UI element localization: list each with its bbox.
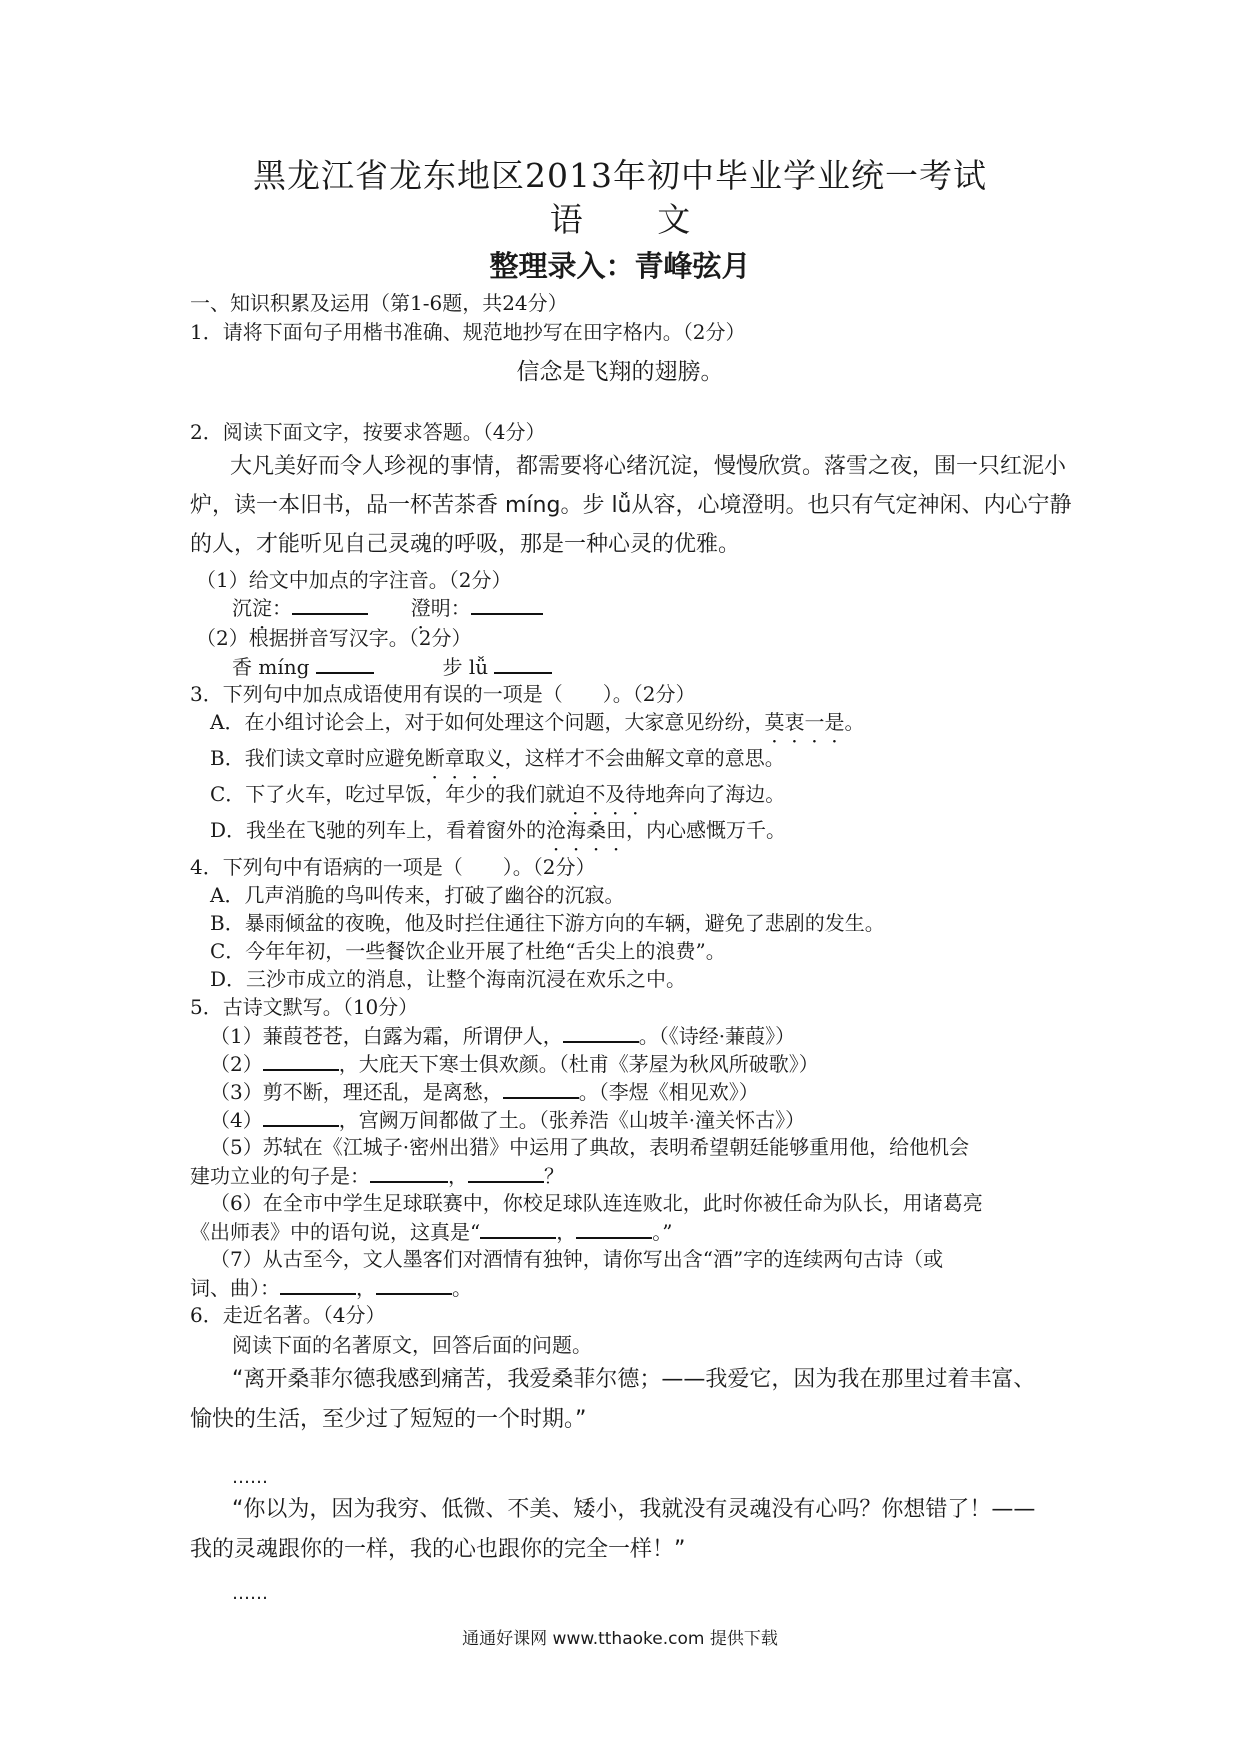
poem-text: 。（《诗经·蒹葭》） — [638, 1024, 796, 1048]
q6-ellipsis: …… — [232, 1467, 268, 1488]
answer-blank[interactable] — [370, 1161, 448, 1183]
q6-quote2-line1: “你以为，因为我穷、低微、不美、矮小，我就没有灵魂没有心吗？你想错了！—— — [232, 1497, 1036, 1522]
q6-prompt: 6．走近名著。（4分） — [190, 1303, 386, 1327]
q3-prompt: 3．下列句中加点成语使用有误的一项是（ ）。（2分） — [190, 682, 696, 706]
q4-prompt: 4．下列句中有语病的一项是（ ）。（2分） — [190, 855, 596, 879]
answer-blank[interactable] — [263, 1105, 339, 1127]
q5-item-1 — [210, 1021, 1100, 1050]
dotted-char: 义 — [484, 746, 505, 770]
poem-text: （3）剪不断，理还乱，是离愁， — [210, 1080, 503, 1104]
q2-sub1-prompt: （1）给文中加点的字注音。（2分） — [196, 568, 512, 592]
q6-instruction: 阅读下面的名著原文，回答后面的问题。 — [232, 1333, 592, 1357]
q6-quote2-line2: 我的灵魂跟你的一样，我的心也跟你的完全一样！” — [190, 1537, 686, 1562]
q4-option-d: D．三沙市成立的消息，让整个海南沉浸在欢乐之中。 — [210, 967, 687, 991]
poem-text: ， — [356, 1276, 376, 1300]
option-text: 地奔向了海边。 — [645, 782, 786, 806]
dotted-char: 淀 — [252, 596, 272, 620]
q3-option-a — [210, 708, 1100, 736]
compiler-credit: 整理录入：青峰弦月 — [489, 249, 751, 283]
q6-quote1-line2: 愉快的生活，至少过了短短的一个时期。” — [190, 1407, 587, 1432]
q6-quote1-line1: “离开桑菲尔德我感到痛苦，我爱桑菲尔德；——我爱它，因为我在那里过着丰富、 — [232, 1367, 1036, 1392]
dotted-char: 田 — [606, 818, 627, 842]
answer-blank[interactable] — [316, 652, 374, 674]
dotted-char: 不 — [585, 782, 606, 806]
q5-item-7-line1: （7）从古至今，文人墨客们对酒情有独钟，请你写出含“酒”字的连续两句古诗（或 — [210, 1247, 944, 1271]
poem-text: 。（李煜《相见欢》） — [578, 1080, 759, 1104]
option-text: C．下了火车，吃过早饭，年少的我们就 — [210, 782, 566, 806]
q5-item-6-line2 — [190, 1217, 1080, 1246]
q4-option-c: C．今年年初，一些餐饮企业开展了杜绝“舌尖上的浪费”。 — [210, 939, 726, 963]
poem-text: 词、曲）： — [190, 1276, 280, 1300]
q5-item-5-line2 — [190, 1161, 1080, 1190]
q2-sub1-a-post: ： — [272, 596, 292, 620]
q2-passage-line: 的人，才能听见自己灵魂的呼吸，那是一种心灵的优雅。 — [190, 532, 741, 557]
option-text: ，这样才不会曲解文章的意思。 — [504, 746, 785, 770]
q2-passage-line: 大凡美好而令人珍视的事情，都需要将心绪沉淀，慢慢欣赏。落雪之夜，围一只红泥小 — [230, 454, 1067, 479]
q5-item-7-line2 — [190, 1273, 1080, 1302]
poem-text: ？ — [544, 1164, 564, 1188]
dotted-char: 章 — [444, 746, 465, 770]
answer-blank[interactable] — [376, 1273, 452, 1295]
q2-prompt: 2．阅读下面文字，按要求答题。（4分） — [190, 420, 546, 444]
answer-blank[interactable] — [280, 1273, 356, 1295]
q2-sub2-items — [232, 652, 1122, 681]
dotted-idiom-text — [425, 746, 505, 770]
q3-option-b — [210, 744, 1100, 772]
q3-option-d — [210, 816, 1100, 844]
q5-item-6-line1: （6）在全市中学生足球联赛中，你校足球队连连败北，此时你被任命为队长，用诸葛亮 — [210, 1191, 983, 1215]
option-text: A．在小组讨论会上，对于如何处理这个问题，大家意见纷纷， — [210, 710, 765, 734]
answer-blank[interactable] — [292, 593, 368, 615]
section-heading: 一、知识积累及运用（第1-6题，共24分） — [190, 291, 568, 315]
dotted-char: 一 — [804, 710, 825, 734]
option-text: 。 — [844, 710, 865, 734]
q2-sub2-b: 步 lǚ — [442, 655, 489, 679]
poem-text: 建功立业的句子是： — [190, 1164, 370, 1188]
q5-item-3 — [210, 1077, 1100, 1106]
q2-sub2-prompt: （2）根据拼音写汉字。（2分） — [196, 626, 472, 650]
q4-option-b: B．暴雨倾盆的夜晚，他及时拦住通往下游方向的车辆，避免了悲剧的发生。 — [210, 911, 885, 935]
footer-download-credit: 通通好课网 www.tthaoke.com 提供下载 — [462, 1629, 778, 1649]
poem-text: ，宫阙万间都做了土。（张养浩《山坡羊·潼关怀古》） — [338, 1108, 806, 1132]
dotted-char: 衷 — [784, 710, 805, 734]
answer-blank[interactable] — [468, 1161, 544, 1183]
answer-blank[interactable] — [480, 1217, 556, 1239]
option-text: D．我坐在飞驰的列车上，看着窗外的 — [210, 818, 547, 842]
poem-text: （2） — [210, 1052, 263, 1076]
q1-prompt: 1．请将下面句子用楷书准确、规范地抄写在田字格内。（2分） — [190, 320, 746, 344]
q4-option-a: A．几声消脆的鸟叫传来，打破了幽谷的沉寂。 — [210, 883, 625, 907]
q5-item-2 — [210, 1049, 1100, 1078]
dotted-idiom-text — [546, 818, 626, 842]
q2-sub2-a: 香 míng — [232, 655, 310, 679]
q1-sentence: 信念是飞翔的翅膀。 — [516, 359, 724, 385]
q2-sub1-a-pre: 沉 — [232, 596, 252, 620]
dotted-idiom-text — [565, 782, 645, 806]
q5-item-5-line1: （5）苏轼在《江城子·密州出猎》中运用了典故，表明希望朝廷能够重用他，给他机会 — [210, 1135, 970, 1159]
dotted-char: 莫 — [764, 710, 785, 734]
exam-title: 黑龙江省龙东地区2013年初中毕业学业统一考试 — [253, 156, 987, 195]
dotted-char: 海 — [566, 818, 587, 842]
poem-text: （4） — [210, 1108, 263, 1132]
exam-subject: 语 文 — [549, 200, 723, 239]
dotted-char: 断 — [424, 746, 445, 770]
poem-text: 《出师表》中的语句说，这真是“ — [190, 1220, 481, 1244]
dotted-char: 沧 — [546, 818, 567, 842]
dotted-char: 及 — [605, 782, 626, 806]
answer-blank[interactable] — [576, 1217, 652, 1239]
option-text: B．我们读文章时应避免 — [210, 746, 425, 770]
poem-text: ，大庇天下寒士俱欢颜。（杜甫《茅屋为秋风所破歌》） — [338, 1052, 819, 1076]
dotted-idiom — [764, 710, 844, 734]
q2-passage-line: 炉，读一本旧书，品一杯苦茶香 míng。步 lǚ从容，心境澄明。也只有气定神闲、内心宁静 — [190, 493, 1072, 518]
answer-blank[interactable] — [563, 1021, 639, 1043]
answer-blank[interactable] — [503, 1077, 579, 1099]
poem-text: 。 — [452, 1276, 472, 1300]
dotted-char: 取 — [464, 746, 485, 770]
dotted-idiom-text — [764, 710, 844, 734]
poem-text: ， — [556, 1220, 577, 1244]
q5-prompt: 5．古诗文默写。（10分） — [190, 995, 419, 1019]
dotted-char: 桑 — [586, 818, 607, 842]
poem-text: 。” — [652, 1220, 673, 1244]
q2-sub1-items — [232, 593, 1122, 622]
poem-text: ， — [448, 1164, 468, 1188]
answer-blank[interactable] — [263, 1049, 339, 1071]
option-text: ，内心感慨万千。 — [626, 818, 787, 842]
q2-sub1-b-post: 明： — [430, 596, 471, 620]
dotted-char: 迫 — [565, 782, 586, 806]
answer-blank[interactable] — [471, 593, 543, 615]
poem-text: （1）蒹葭苍苍，白露为霜，所谓伊人， — [210, 1024, 563, 1048]
dotted-char: 澄 — [410, 596, 431, 620]
dotted-char: 是 — [824, 710, 845, 734]
q5-item-4 — [210, 1105, 1100, 1134]
answer-blank[interactable] — [494, 652, 552, 674]
q3-option-c — [210, 780, 1100, 808]
dotted-char: 待 — [625, 782, 646, 806]
q6-ellipsis: …… — [232, 1583, 268, 1604]
